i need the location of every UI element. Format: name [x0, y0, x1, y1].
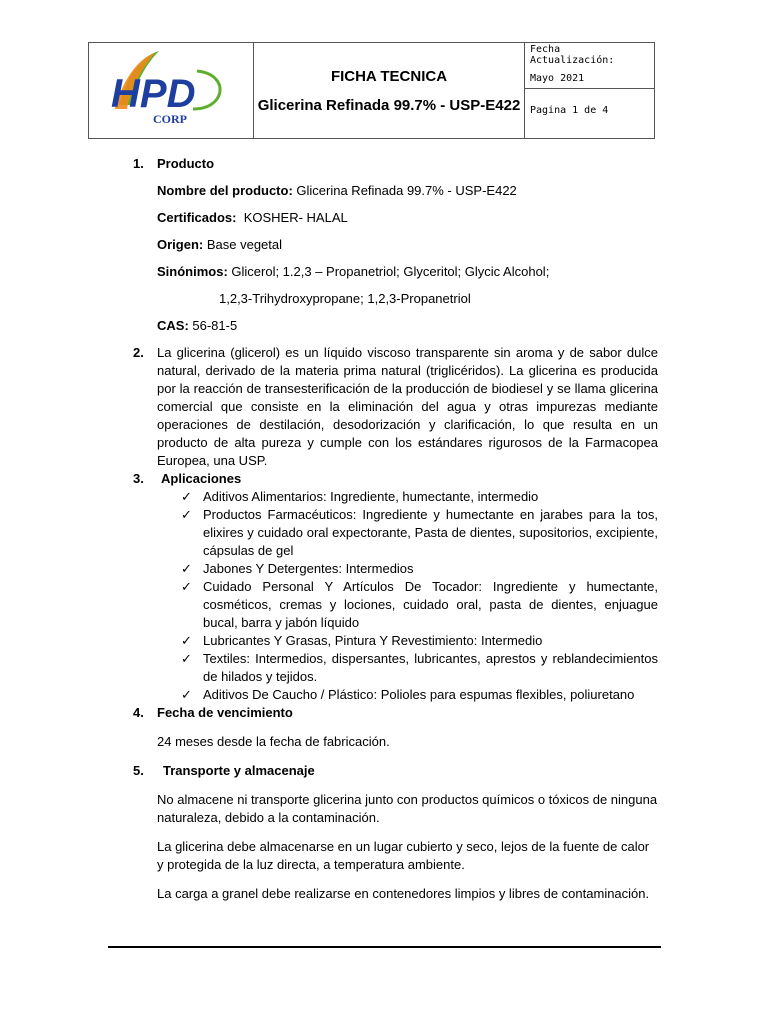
section-title: Fecha de vencimiento: [157, 705, 293, 720]
checkmark-icon: ✓: [181, 579, 192, 594]
checkmark-icon: ✓: [181, 507, 192, 522]
section-number: 4.: [133, 705, 144, 720]
label: CAS:: [157, 318, 189, 333]
list-item: ✓ Productos Farmacéuticos: Ingrediente y humectante en jarabes para la tos, elixires y cuidado oral expectorante, Pasta de dientes, supositorios, excipiente, cápsulas de gel: [181, 507, 658, 558]
product-name-line: [133, 182, 658, 200]
label: Certificados:: [157, 210, 237, 225]
header-table: [88, 42, 655, 139]
certificates-line: [133, 209, 658, 227]
synonyms-line-2: 1,2,3-Trihydroxypropane; 1,2,3-Propanetriol: [219, 291, 471, 306]
list-item: ✓ Cuidado Personal Y Artículos De Tocador: Ingrediente y humectante, cosméticos, cremas y lociones, cuidado oral, pasta de dientes, enjuague bucal, barra y jabón líquido: [181, 579, 658, 630]
description-paragraph: La glicerina (glicerol) es un líquido viscoso transparente sin aroma y de sabor dulce natural, derivado de la materia prima natural (triglicéridos). La glicerina es producida por la reacción de transesterificación de la producción de biodiesel y se llama glicerina comercial que consiste en la eliminación del agua y otras impurezas mediante operaciones de destilación, desodorización y clarificación, lo que resulta en un producto de alta pureza y cumple con los estándares rigurosos de la Farmacopea Europea, una USP.: [157, 345, 658, 468]
hpd-logo-icon: [89, 43, 253, 138]
checkmark-icon: ✓: [181, 687, 192, 702]
section-transporte: [133, 762, 658, 903]
footer-divider: [108, 946, 661, 948]
page-number: Pagina 1 de 4: [530, 105, 609, 116]
section-descripcion: [133, 344, 658, 470]
section-number: 1.: [133, 156, 144, 171]
synonyms-line: [133, 263, 658, 281]
list-item: ✓ Lubricantes Y Grasas, Pintura Y Revestimiento: Intermedio: [181, 633, 543, 648]
value: Glicerol; 1.2,3 – Propanetriol; Glyceritol; Glycic Alcohol;: [227, 264, 550, 279]
value: KOSHER- HALAL: [236, 210, 348, 225]
section-number: 5.: [133, 763, 144, 778]
title-cell: [254, 43, 525, 138]
section-title: Aplicaciones: [161, 471, 242, 486]
label: Nombre del producto:: [157, 183, 293, 198]
list-item: ✓ Aditivos Alimentarios: Ingrediente, humectante, intermedio: [181, 489, 539, 504]
doc-subtitle: Glicerina Refinada 99.7% - USP-E422: [257, 96, 521, 114]
label: Sinónimos:: [157, 264, 228, 279]
label: Origen:: [157, 237, 204, 252]
section-number: 2.: [133, 345, 144, 360]
expiry-text: 24 meses desde la fecha de fabricación.: [157, 734, 390, 749]
doc-title: FICHA TECNICA: [330, 67, 448, 85]
origin-line: [133, 236, 658, 254]
section-title: Transporte y almacenaje: [163, 763, 315, 778]
section-vencimiento: [133, 704, 658, 751]
cas-line: [133, 317, 658, 335]
value: Base vegetal: [203, 237, 283, 252]
checkmark-icon: ✓: [181, 561, 192, 576]
list-item: ✓ Aditivos De Caucho / Plástico: Polioles para espumas flexibles, poliuretano: [181, 687, 635, 702]
svg-text:CORP: CORP: [153, 112, 187, 126]
svg-text:HPD: HPD: [111, 72, 196, 116]
list-item: ✓ Textiles: Intermedios, dispersantes, lubricantes, aprestos y reblandecimientos de hilados y tejidos.: [181, 651, 658, 684]
logo: [89, 43, 254, 138]
checkmark-icon: ✓: [181, 633, 192, 648]
section-producto: [133, 155, 658, 335]
section-title: Producto: [157, 156, 215, 171]
value: Glicerina Refinada 99.7% - USP-E422: [292, 183, 517, 198]
checkmark-icon: ✓: [181, 489, 192, 504]
transport-paragraph-3: La carga a granel debe realizarse en contenedores limpios y libres de contaminación.: [157, 886, 650, 901]
section-aplicaciones: [133, 470, 658, 704]
transport-paragraph-1: No almacene ni transporte glicerina junto con productos químicos o tóxicos de ninguna naturaleza, debido a la contaminación.: [157, 792, 658, 825]
transport-paragraph-2: La glicerina debe almacenarse en un lugar cubierto y seco, lejos de la fuente de calor y protegida de la luz directa, a temperatura ambiente.: [157, 839, 650, 872]
section-number: 3.: [133, 471, 144, 486]
update-date: Mayo 2021: [530, 73, 585, 84]
value: 56-81-5: [188, 318, 238, 333]
applications-list: [133, 488, 658, 704]
checkmark-icon: ✓: [181, 651, 192, 666]
list-item: ✓ Jabones Y Detergentes: Intermedios: [181, 561, 414, 576]
meta-cell: [525, 43, 654, 138]
update-info: [525, 43, 654, 89]
document-body: [133, 155, 658, 903]
update-label: Fecha Actualización:: [530, 44, 615, 66]
